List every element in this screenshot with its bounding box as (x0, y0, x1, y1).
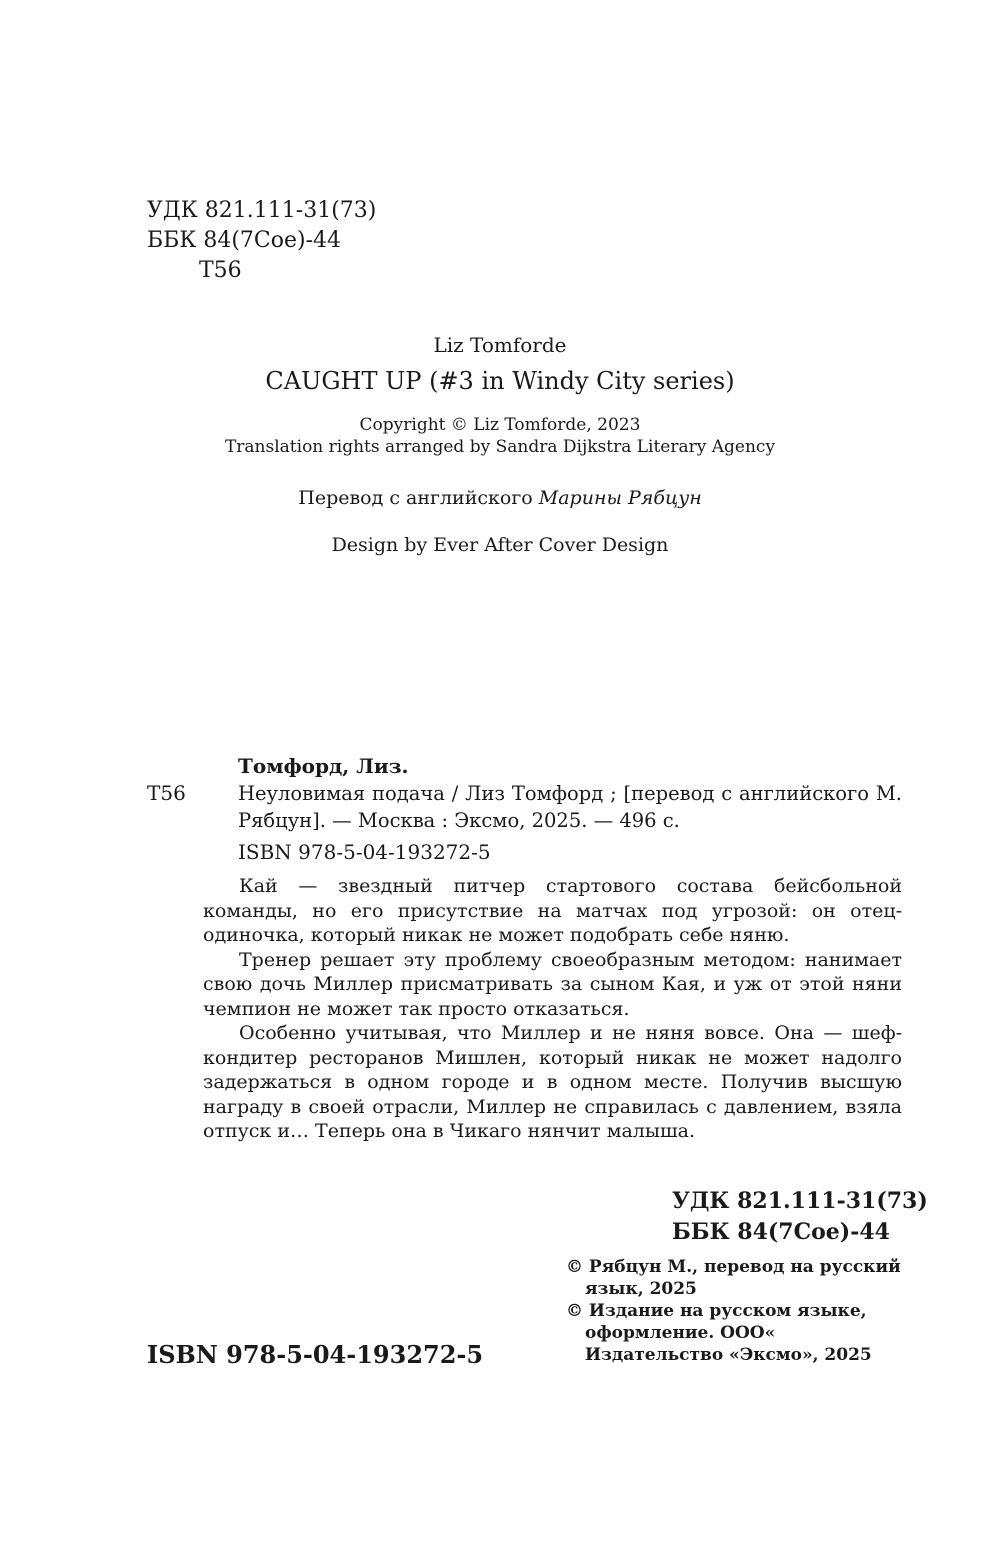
author-sign: Т56 (199, 258, 242, 283)
translation-prefix: Перевод с английского (298, 487, 539, 509)
annotation-paragraph: Особенно учитывая, что Миллер и не няня вовсе. Она — шеф-кондитер ресторанов Мишлен, который никак не может надолго задержаться в одном городе и в одном месте. Получив высшую награду в своей отрасли, Миллер не справилась с давлением, взяла отпуск и… Теперь она в Чикаго нянчит малыша. (203, 1022, 902, 1142)
udk-code: УДК 821.111-31(73) (147, 198, 377, 223)
record-row (147, 780, 902, 834)
bottom-classification-codes (672, 1186, 928, 1248)
bbk-code-bottom: ББК 84(7Сое)-44 (672, 1219, 890, 1245)
record-isbn: ISBN 978-5-04-193272-5 (238, 840, 491, 864)
rights-note: © Рябцун М., перевод на русский язык, 2025 (566, 1257, 901, 1299)
copyright-block (0, 414, 1000, 458)
original-title: CAUGHT UP (#3 in Windy City series) (265, 367, 735, 395)
translation-rights-line: Translation rights arranged by Sandra Dijkstra Literary Agency (224, 437, 776, 457)
annotation-paragraph: Тренер решает эту проблему своеобразным методом: нанимает свою дочь Миллер присматривать за сыном Кая, и уж от этой няни чемпион не может так просто отказаться. (203, 948, 902, 1020)
annotation-paragraph: Кай — звездный питчер стартового состава бейсбольной команды, но его присутствие на матчах под угрозой: он отец-одиночка, который никак не может подобрать себе няню. (203, 875, 902, 946)
copyright-line: Copyright © Liz Tomforde, 2023 (359, 415, 641, 435)
bbk-code: ББК 84(7Сое)-44 (147, 228, 342, 253)
translator-name: Марины Рябцун (538, 487, 702, 509)
rights-note: © Издание на русском языке, оформление. ООО« Издательство «Эксмо», 2025 (566, 1301, 872, 1365)
record-description: Неуловимая подача / Лиз Томфорд ; [перевод с английского М. Рябцун]. — Москва : Эксмо, 2025. — 496 с. (238, 782, 902, 832)
original-author: Liz Tomforde (433, 333, 567, 357)
design-credit: Design by Ever After Cover Design (331, 534, 669, 556)
record-code: Т56 (147, 781, 186, 805)
record-author: Томфорд, Лиз. (238, 754, 409, 778)
annotation (203, 874, 902, 1144)
rights-notes (566, 1256, 911, 1366)
isbn-bottom: ISBN 978-5-04-193272-5 (147, 1340, 484, 1369)
bibliographic-record (147, 752, 902, 1144)
udk-code-bottom: УДК 821.111-31(73) (672, 1188, 928, 1214)
top-classification-codes (147, 196, 376, 286)
translation-credit (0, 487, 1000, 509)
